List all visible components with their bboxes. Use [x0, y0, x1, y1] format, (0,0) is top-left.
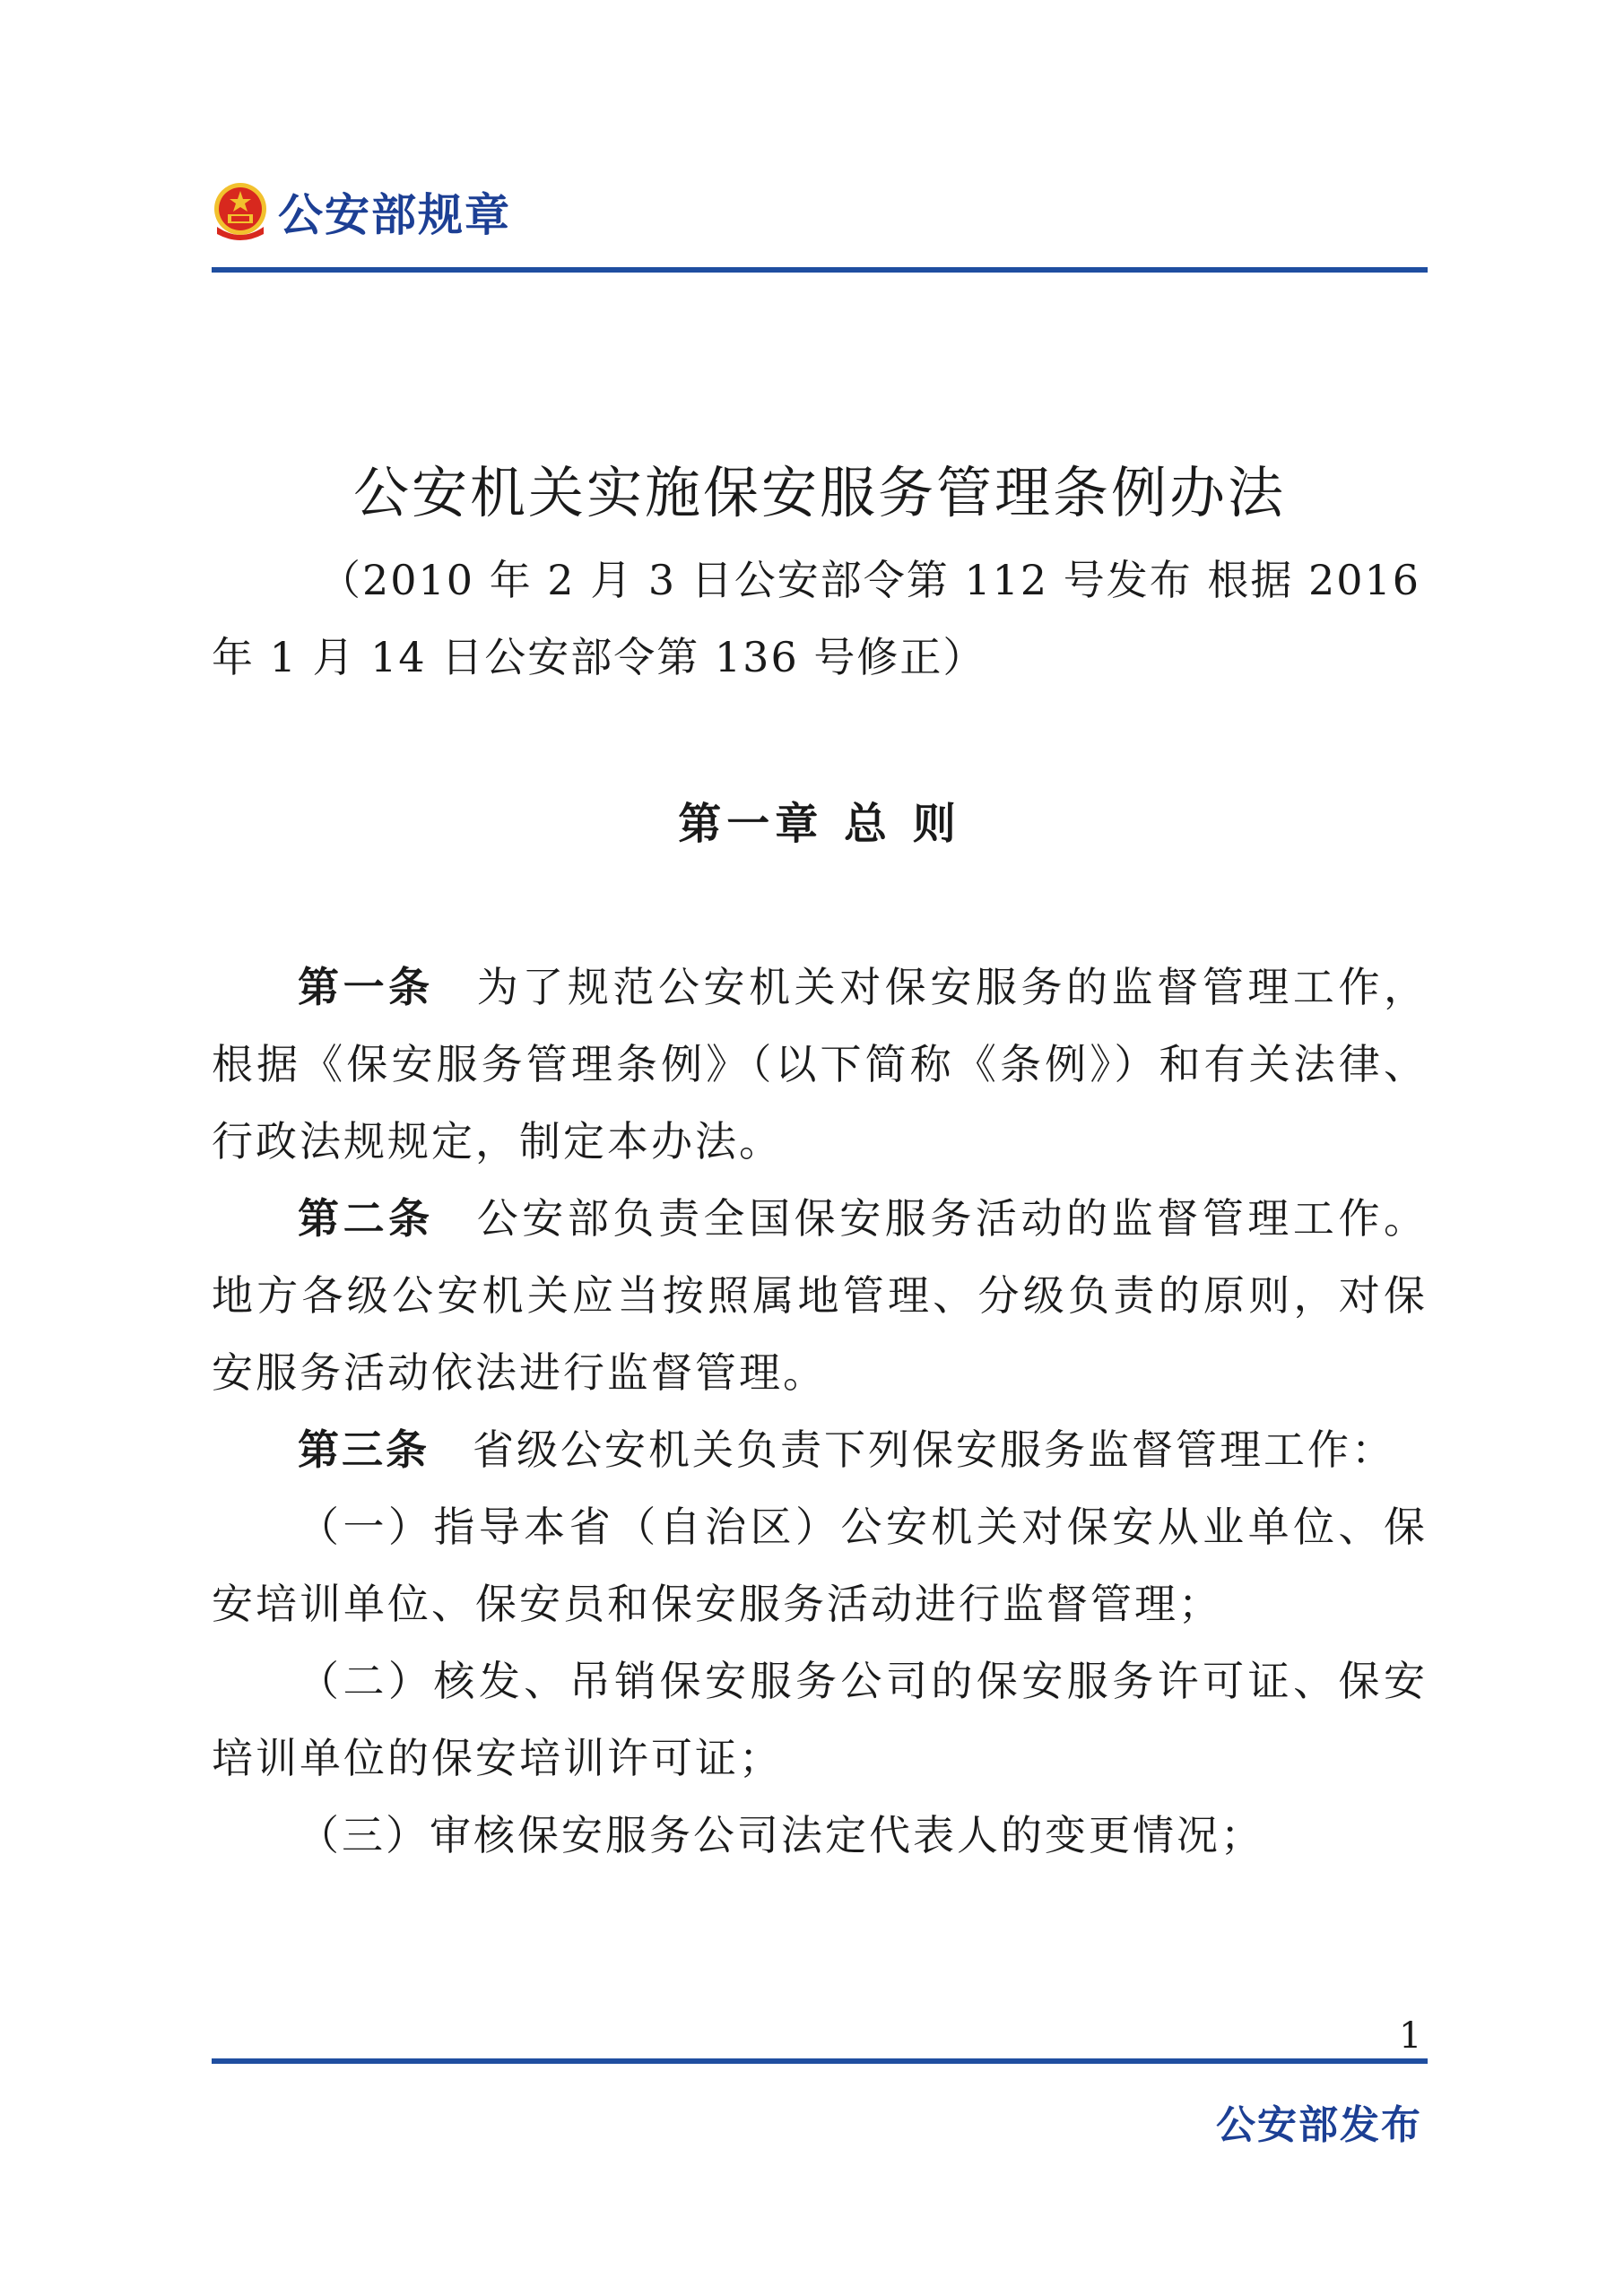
list-item: （三）审核保安服务公司法定代表人的变更情况； — [298, 1811, 1264, 1859]
header-rule — [212, 267, 1428, 273]
list-item: （二）核发、吊销保安服务公司的保安服务许可证、保安培训单位的保安培训许可证； — [212, 1657, 1428, 1782]
document-subtitle: （2010 年 2 月 3 日公安部令第 112 号发布 根据 2016 年 1 月 14 日公安部令第 136 号修正） — [212, 556, 1421, 681]
article-label: 第三条 — [298, 1425, 430, 1474]
list-item: （一）指导本省（自治区）公安机关对保安从业单位、保安培训单位、保安员和保安服务活动进行监督管理； — [212, 1503, 1428, 1628]
article-text: 省级公安机关负责下列保安服务监督管理工作： — [473, 1425, 1395, 1474]
article-text: 公安部负责全国保安服务活动的监督管理工作。地方各级公安机关应当按照属地管理、分级负责的原则，对保安服务活动依法进行监督管理。 — [212, 1194, 1429, 1397]
chapter-title: 第一章 总 则 — [678, 799, 961, 849]
national-emblem-icon — [212, 182, 269, 241]
footer-rule — [212, 2058, 1428, 2064]
page-number: 1 — [1399, 2015, 1422, 2057]
article-3 — [212, 1411, 1428, 1488]
article-2 — [212, 1180, 1428, 1411]
page-header — [212, 176, 511, 247]
article-label: 第一条 — [298, 963, 434, 1011]
document-body — [212, 949, 1428, 1874]
article-label: 第二条 — [298, 1194, 434, 1243]
article-1 — [212, 949, 1428, 1180]
article-text: 为了规范公安机关对保安服务的监督管理工作，根据《保安服务管理条例》（以下简称《条例》）和有关法律、行政法规规定，制定本办法。 — [212, 963, 1429, 1165]
header-title: 公安部规章 — [278, 189, 511, 241]
document-title: 公安机关实施保安服务管理条例办法 — [352, 460, 1286, 525]
footer-publisher: 公安部发布 — [1216, 2102, 1422, 2148]
